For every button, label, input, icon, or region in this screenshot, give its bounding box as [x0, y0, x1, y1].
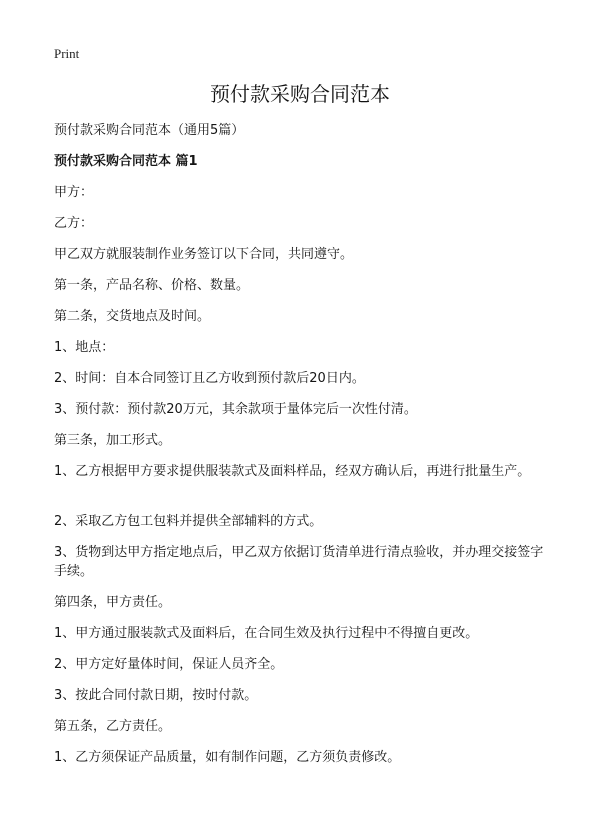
document-subtitle: 预付款采购合同范本（通用5篇）: [54, 123, 245, 138]
article-heading: 第一条，产品名称、价格、数量。: [54, 278, 250, 293]
print-link[interactable]: Print: [54, 46, 80, 61]
paragraph-line: 3、货物到达甲方指定地点后，甲乙双方依据订货清单进行清点验收，并办理交接签字手续。: [54, 545, 544, 579]
article-heading: 第四条，甲方责任。: [54, 595, 172, 610]
paragraph-line: 1、甲方通过服装款式及面料后，在合同生效及执行过程中不得擅自更改。: [54, 626, 479, 641]
document-title: 预付款采购合同范本: [210, 82, 390, 106]
paragraph-line: 1、地点：: [54, 340, 115, 355]
article-heading: 第三条，加工形式。: [54, 433, 172, 448]
paragraph-line: 1、乙方根据甲方要求提供服装款式及面料样品，经双方确认后，再进行批量生产。: [54, 464, 531, 479]
paragraph-line: 2、甲方定好量体时间，保证人员齐全。: [54, 657, 284, 672]
paragraph-line: 3、预付款：预付款20万元，其余款项于量体完后一次性付清。: [54, 402, 417, 417]
paragraph-line: 2、采取乙方包工包料并提供全部辅料的方式。: [54, 514, 323, 529]
paragraph-line: 2、时间：自本合同签订且乙方收到预付款后20日内。: [54, 371, 365, 386]
paragraph-line: 甲乙双方就服装制作业务签订以下合同，共同遵守。: [54, 247, 354, 262]
section-heading: 预付款采购合同范本 篇1: [54, 154, 198, 169]
article-heading: 第五条，乙方责任。: [54, 719, 172, 734]
party-b-line: 乙方：: [54, 216, 94, 231]
paragraph-line: 1、乙方须保证产品质量，如有制作问题，乙方须负责修改。: [54, 750, 401, 765]
paragraph-line: 3、按此合同付款日期，按时付款。: [54, 688, 258, 703]
article-heading: 第二条，交货地点及时间。: [54, 309, 211, 324]
party-a-line: 甲方：: [54, 185, 94, 200]
